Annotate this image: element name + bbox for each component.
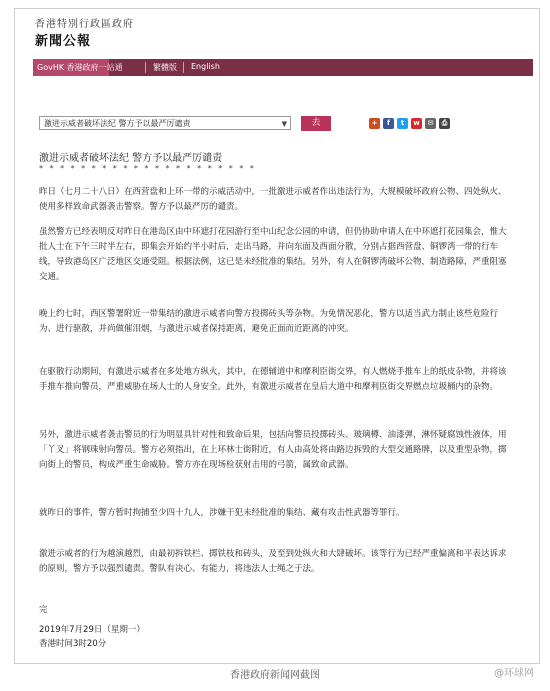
weibo-icon[interactable]: w — [411, 118, 422, 129]
article-paragraph: 昨日（七月二十八日）在西营盘和上环一带的示威活动中，一批激进示威者作出违法行为，大规模破坏政府公物、四处纵火、使用多样致命武器袭击警察。警方予以最严厉的谴责。 — [39, 187, 507, 212]
article-paragraph: 就昨日的事件，警方暂时拘捕至少四十九人，涉嫌干犯未经批准的集结、藏有攻击性武器等罪行。 — [39, 508, 405, 518]
nav-govhk-link[interactable]: GovHK 香港政府一站通 — [37, 63, 123, 72]
press-release-frame — [14, 8, 540, 664]
go-button[interactable]: 去 — [301, 116, 331, 131]
chevron-down-icon: ▼ — [281, 120, 287, 128]
article-paragraph: 晚上约七时，西区警署附近一带集结的激进示威者向警方投掷砖头等杂物。为免情况恶化，警方以适当武力制止该些危险行为、进行驱散，并尚做催泪烟，与激进示威者保持距离，避免正面而近距离的冲突。 — [39, 309, 499, 334]
image-caption: 香港政府新闻网截图 — [230, 670, 320, 681]
nav-divider — [183, 62, 184, 73]
article-select[interactable] — [39, 116, 291, 130]
article-paragraph: 虽然警方已经表明反对昨日在港岛区由中环遮打花园游行至中山纪念公园的申请，但仍协助申请人在中环遮打花园集会，惟大批人士在下午三时半左右，即集会开始约半小时后，走出马路，并向东面及西面分散，分别占据西营盘、铜锣湾一带的行车线，导致港岛区广泛地区交通受阻。根据法例，这已是未经批准的集结。另外，有人在铜锣湾破坏公物，制造路障，严重阻塞交通。 — [39, 227, 507, 282]
article-title: 激进示威者破坏法纪 警方予以最严厉谴责 — [39, 153, 223, 164]
article-paragraph: 在驱散行动期间，有激进示威者在多处地方纵火，其中，在德辅道中和摩利臣街交界，有人燃烧手推车上的纸皮杂物，并将该手推车推向警员，严重威胁在场人士的人身安全。此外，有激进示威者在皇后大道中和摩利臣街交界燃点垃圾桶内的杂物。 — [39, 367, 507, 392]
share-icon[interactable]: + — [369, 118, 380, 129]
release-time: 香港时间3时20分 — [39, 639, 107, 649]
print-icon[interactable]: ⎙ — [439, 118, 450, 129]
page-title: 新聞公報 — [35, 34, 92, 49]
title-separator: * * * * * * * * * * * * * * * * * * * * * — [39, 164, 256, 173]
facebook-icon[interactable]: f — [383, 118, 394, 129]
end-mark: 完 — [39, 605, 48, 615]
article-paragraph: 激进示威者的行为越演越烈，由最初拆铁栏、掷铁枝和砖头，及至到处纵火和大肆破坏。该等行为已经严重偏离和平表达诉求的原则，警方予以强烈谴责。警队有决心、有能力，将违法人士绳之于法。 — [39, 549, 507, 574]
email-icon[interactable]: ✉ — [425, 118, 436, 129]
article-paragraph: 另外，激进示威者袭击警员的行为明显具针对性和致命后果，包括向警员投掷砖头、玻璃樽、油漆弹，淋怀疑腐蚀性液体，用「丫叉」将钢珠射向警员。警方必须指出，在上环林士街附近，有人由高处将由路边拆毁的大型交通路牌，以及重型杂物，掷向街上的警员，构成严重生命威胁。警方亦在现场检获射击用的弓箭，属致命武器。 — [39, 430, 507, 470]
nav-bar — [33, 59, 533, 76]
release-date: 2019年7月29日（星期一） — [39, 625, 145, 635]
nav-traditional-link[interactable]: 繁體版 — [153, 63, 177, 72]
toolbar — [33, 116, 533, 136]
article-select-value: 激进示威者破坏法纪 警方予以最严厉谴责 — [44, 119, 191, 128]
watermark: @环球网 — [494, 668, 534, 679]
nav-divider — [145, 62, 146, 73]
org-name: 香港特別行政區政府 — [35, 19, 134, 30]
nav-english-link[interactable]: English — [191, 62, 220, 71]
twitter-icon[interactable]: t — [397, 118, 408, 129]
